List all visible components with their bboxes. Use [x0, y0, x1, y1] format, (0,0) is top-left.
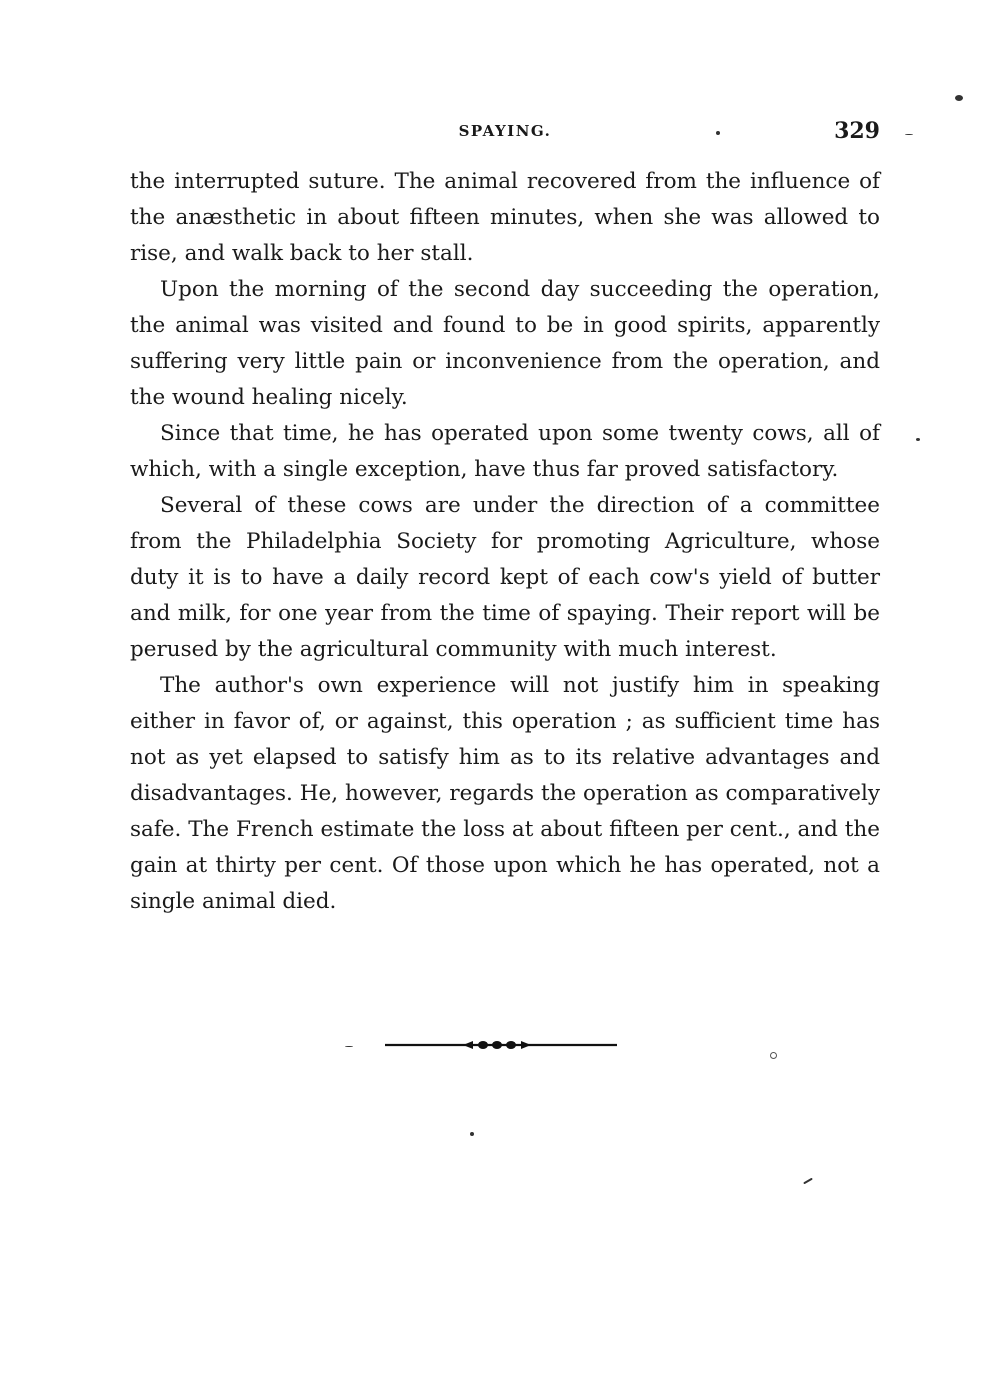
scan-speck: [955, 95, 963, 101]
paragraph: The author's own experience will not justify him in speaking either in favor of, or against, this operation ; as sufficient time has not as yet elapsed to satisfy him as to its relative advantages and disadvantages. He, however, regards the operation as comparatively safe. The French estimate the loss at about fifteen per cent., and the gain at thirty per cent. Of those upon which he has operated, not a single animal died.: [130, 673, 880, 914]
scan-speck: [470, 1132, 474, 1136]
scan-speck: [716, 131, 720, 135]
scan-speck: [905, 134, 913, 135]
body-text: [130, 164, 880, 920]
section-end-ornament: [385, 1035, 617, 1055]
paragraph: Since that time, he has operated upon some twenty cows, all of which, with a single exception, have thus far proved satisfactory.: [130, 421, 880, 482]
page-number: 329: [834, 118, 880, 144]
running-title: SPAYING.: [458, 122, 552, 140]
scan-speck: [345, 1046, 353, 1047]
paragraph: Several of these cows are under the direction of a committee from the Philadelphia Society for promoting Agriculture, whose duty it is to have a daily record kept of each cow's yield of butter and milk, for one year from the time of spaying. Their report will be perused by the agricultural community with much interest.: [130, 493, 880, 662]
scan-speck: [916, 438, 920, 441]
paragraph: Upon the morning of the second day succeeding the operation, the animal was visited and found to be in good spirits, apparently suffering very little pain or inconvenience from the operation, and the wound healing nicely.: [130, 277, 880, 410]
running-head: [130, 118, 880, 148]
scan-speck: [803, 1178, 813, 1185]
scan-speck: [770, 1052, 777, 1059]
paragraph-continued: the interrupted suture. The animal recovered from the influence of the anæsthetic in about fifteen minutes, when she was allowed to rise, and walk back to her stall.: [130, 169, 880, 266]
